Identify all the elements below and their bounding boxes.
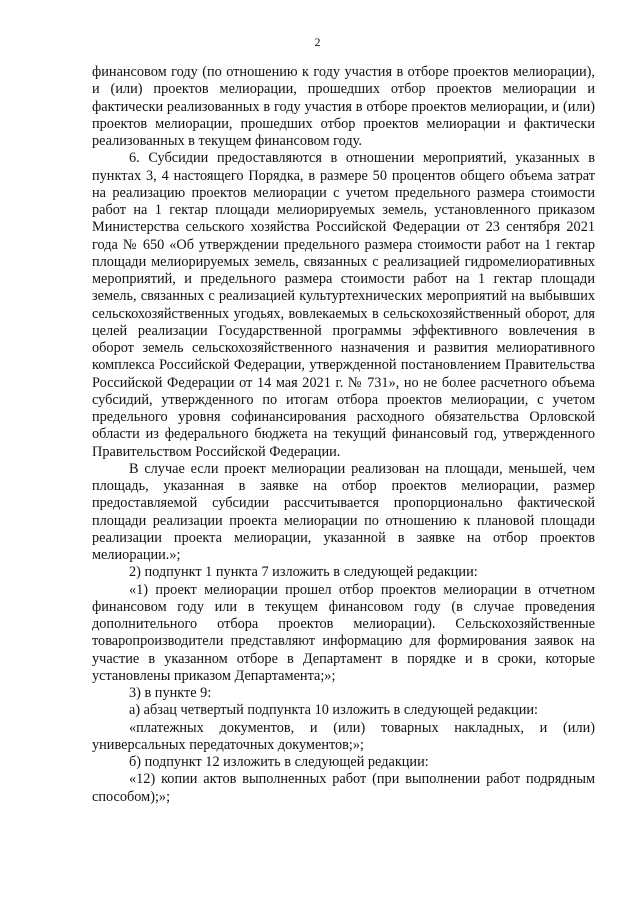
- paragraph-reduced-area: В случае если проект мелиорации реализован на площади, меньшей, чем площадь, указанная в заявке на отбор проектов мелиорации, размер предоставляемой субсидии рассчитывается пропорционально фактической площади реализации проекта мелиорации по отношению к плановой площади реализации проекта мелиорации, указанной в заявке на отбор проектов мелиорации.»;: [92, 460, 595, 563]
- page-number: 2: [314, 35, 321, 49]
- paragraph-continuation: финансовом году (по отношению к году участия в отборе проектов мелиорации), и (или) проектов мелиорации, прошедших отбор проектов мелиорации и фактически реализованных в году участия в отборе проектов мелиорации, и (или) проектов мелиорации, прошедших отбор проектов мелиорации и фактически реализованных в текущем финансовом году.: [92, 64, 595, 149]
- paragraph-amendment-2: 2) подпункт 1 пункта 7 изложить в следующей редакции:: [129, 564, 478, 581]
- paragraph-subitem-a: а) абзац четвертый подпункта 10 изложить в следующей редакции:: [129, 702, 538, 719]
- paragraph-item-6: 6. Субсидии предоставляются в отношении мероприятий, указанных в пунктах 3, 4 настоящего Порядка, в размере 50 процентов общего объема затрат на реализацию проектов мелиорации с учетом предельного размера стоимости работ на 1 гектар площади мелиорируемых земель, установленного приказом Министерства сельского хозяйства Российской Федерации от 23 сентября 2021 года № 650 «Об утверждении предельного размера стоимости работ на 1 гектар площади мелиорируемых земель, связанных с реализацией гидромелиоративных мероприятий, и предельного размера стоимости работ на 1 гектар площади земель, связанных с реализацией культуртехнических мероприятий на выбывших сельскохозяйственных угодьях, вовлекаемых в сельскохозяйственный оборот, для целей реализации Государственной программы эффективного вовлечения в оборот земель сельскохозяйственного назначения и развития мелиоративного комплекса Российской Федерации, утвержденной постановлением Правительства Российской Федерации от 14 мая 2021 г. № 731», но не более расчетного объема субсидий, утвержденного по итогам отбора проектов мелиорации, с учетом предельного уровня софинансирования расходного обязательства Орловской области из федерального бюджета на текущий финансовый год, утвержденного Правительством Российской Федерации.: [92, 150, 595, 460]
- document-body: [92, 64, 595, 806]
- paragraph-amendment-3: 3) в пункте 9:: [129, 685, 212, 701]
- paragraph-quoted-subitem-12: «12) копии актов выполненных работ (при выполнении работ подрядным способом);»;: [92, 771, 595, 805]
- paragraph-quoted-documents: «платежных документов, и (или) товарных накладных, и (или) универсальных передаточных документов;»;: [92, 719, 595, 753]
- paragraph-quoted-subitem-1: «1) проект мелиорации прошел отбор проектов мелиорации в отчетном финансовом году или в текущем финансовом году (в случае проведения дополнительного отбора проектов мелиорации). Сельскохозяйственные товаропроизводители представляют информацию для формирования заявок на участие в указанном отборе в Департамент в порядке и в сроки, которые установлены приказом Департамента;»;: [92, 581, 595, 684]
- paragraph-subitem-b: б) подпункт 12 изложить в следующей редакции:: [129, 754, 429, 770]
